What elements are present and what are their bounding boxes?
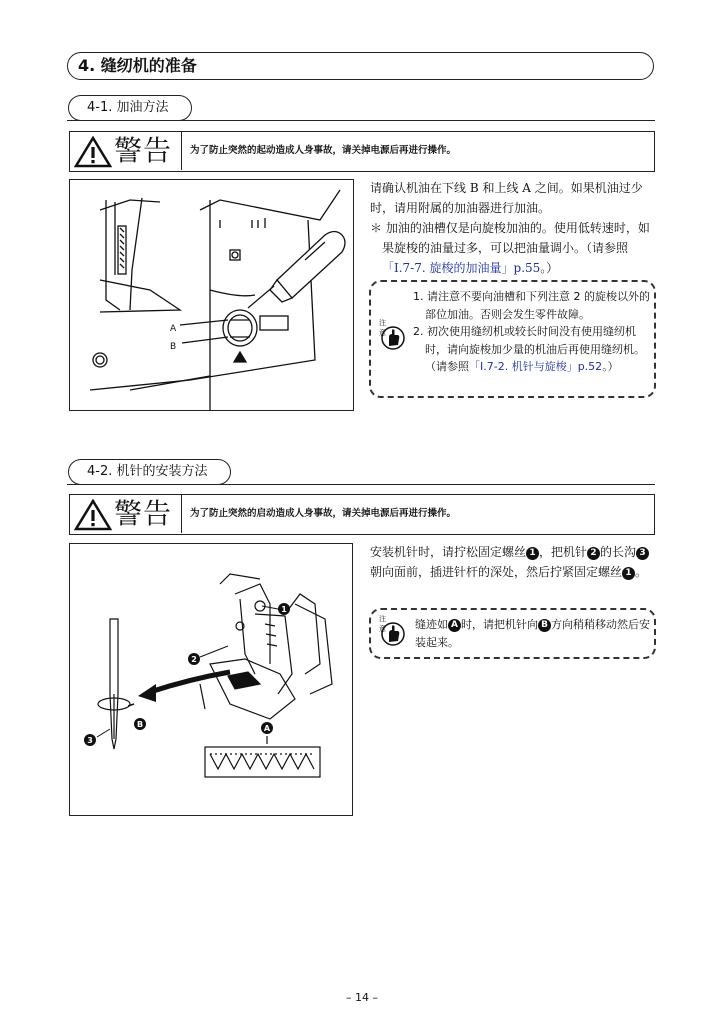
caution-note-text: 缝迹如 — [415, 618, 448, 631]
callout-2: 2 — [587, 547, 600, 560]
section-tab-needle: 4-2. 机针的安装方法 — [68, 459, 231, 485]
needle-para-text: 安装机针时，请拧松固定螺丝 — [370, 545, 527, 559]
caution-note-1: 1. 请注意不要向油槽和下列注意 2 的旋梭以外的部位加油。否则会发生零件故障。 — [413, 290, 650, 321]
needle-para-text: 朝向面前，插进针杆的深处，然后拧紧固定螺丝 — [370, 565, 623, 579]
callout-b: B — [538, 619, 551, 632]
fig-label-b: B — [170, 342, 177, 352]
page-number: – 14 – — [346, 991, 378, 1004]
caution-note-2 — [413, 323, 653, 376]
caution-badge-label: 注意 — [379, 615, 395, 633]
oiling-paragraph-2-text: ＊ 加油的油槽仅是向旋梭加油的。使用低转速时，如果旋梭的油量过多，可以把油量调小。（请参照 — [370, 221, 650, 255]
callout-1: 1 — [622, 567, 635, 580]
chapter-title: 4. 缝纫机的准备 — [67, 52, 654, 80]
fig-label-a: A — [170, 324, 177, 334]
needle-para-text: ，把机针 — [539, 545, 588, 559]
fig-callout-3: 3 — [87, 736, 93, 745]
warning-text: 为了防止突然的起动造成人身事故，请关掉电源后再进行操作。 — [190, 145, 457, 156]
fig-callout-2: 2 — [191, 655, 197, 664]
oiling-paragraph-1: 请确认机油在下线 B 和上线 A 之间。如果机油过少时，请用附属的加油器进行加油。 — [370, 181, 643, 215]
needle-figure — [69, 543, 353, 816]
caution-note-box — [369, 280, 656, 398]
needle-para-text: 。 — [635, 565, 648, 579]
caution-note-2-text: 2. 初次使用缝纫机或较长时间没有使用缝纫机时，请向旋梭加少量的机油后再使用缝纫机。（请参照 — [413, 325, 645, 373]
ref-link-needle-hook[interactable]: 「I.7-2. 机针与旋梭」p.52 — [469, 360, 603, 373]
callout-a: A — [448, 619, 461, 632]
fig-callout-a: A — [263, 724, 271, 733]
warning-text: 为了防止突然的启动造成人身事故，请关掉电源后再进行操作。 — [190, 508, 457, 519]
fig-callout-b: B — [136, 720, 144, 729]
caution-note-text: 方向稍稍移动然后安装起来。 — [415, 618, 650, 649]
warning-triangle-icon — [74, 136, 112, 168]
warning-triangle-icon — [74, 499, 112, 531]
oiling-paragraph-2 — [370, 218, 658, 278]
caution-note-box — [369, 608, 656, 659]
ref-link-oil-amount[interactable]: 「I.7-7. 旋梭的加油量」p.55 — [382, 261, 541, 275]
warning-label — [70, 495, 182, 533]
caution-note-2-end: 。） — [602, 360, 619, 373]
callout-1: 1 — [526, 547, 539, 560]
needle-installation-illustration — [70, 544, 352, 815]
warning-word: 警告 — [114, 497, 173, 530]
caution-badge-label: 注意 — [379, 319, 395, 337]
caution-note-text: 时，请把机针向 — [461, 618, 538, 631]
oiling-paragraph-2-end: 。） — [540, 261, 559, 275]
callout-3: 3 — [636, 547, 649, 560]
section-tab-oiling: 4-1. 加油方法 — [68, 95, 192, 121]
caution-note — [415, 616, 651, 651]
warning-word: 警告 — [114, 134, 173, 167]
needle-para-text: 的长沟 — [600, 545, 637, 559]
sewing-machine-oiling-illustration — [70, 180, 353, 410]
fig-callout-1: 1 — [281, 605, 287, 614]
warning-box — [69, 494, 655, 535]
warning-box — [69, 131, 655, 172]
warning-label — [70, 132, 182, 170]
needle-paragraph — [370, 542, 658, 582]
oiling-figure — [69, 179, 354, 411]
